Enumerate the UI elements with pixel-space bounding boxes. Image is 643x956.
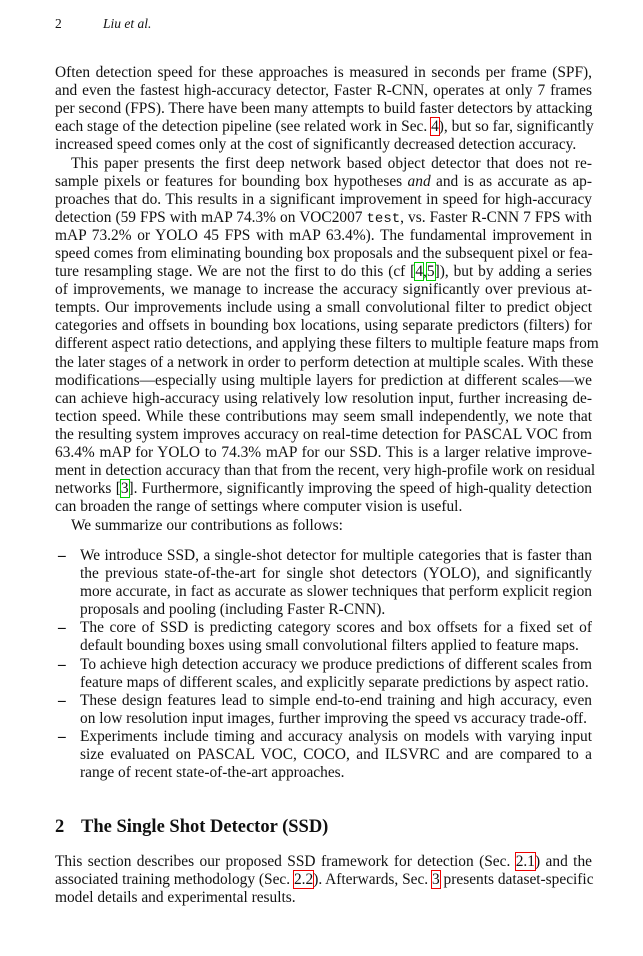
list-item-text <box>80 619 592 655</box>
text-line: can broaden the range of settings where computer vision is useful. <box>55 498 463 516</box>
text-line: ment in detection accuracy than that from the recent, very high-profile work on residual <box>55 462 596 480</box>
section-heading: 2 The Single Shot Detector (SSD) <box>55 817 329 837</box>
section-reference-link[interactable]: 2.2 <box>293 871 314 889</box>
text-line: ture resampling stage. We are not the first to do this (cf [4,5]), but by adding a series <box>55 263 593 281</box>
text-line: mAP 73.2% or YOLO 45 FPS with mAP 63.4%). The fundamental improvement in <box>55 226 592 244</box>
text-line: increased speed comes only at the cost of significantly decreased detection accuracy. <box>55 136 577 154</box>
text-line: These design features lead to simple end-to-end training and high accuracy, even <box>80 691 592 709</box>
bullet-dash: – <box>58 619 66 637</box>
text-line: This paper presents the first deep network based object detector that does not re- <box>71 154 592 172</box>
text-line: sample pixels or features for bounding box hypotheses and and is as accurate as ap- <box>55 172 592 190</box>
text-line: We summarize our contributions as follows: <box>71 516 343 534</box>
text-line: categories and offsets in bounding box locations, using separate predictors (filters) for <box>55 317 592 335</box>
text-line: of improvements, we manage to increase the accuracy significantly over previous at- <box>55 281 592 299</box>
text-line: proposals and pooling (including Faster R-CNN). <box>80 601 386 619</box>
text-line: We introduce SSD, a single-shot detector for multiple categories that is faster than <box>80 547 592 564</box>
text-line: per second (FPS). There have been many attempts to build faster detectors by attacking <box>55 100 593 118</box>
text-line: The core of SSD is predicting category scores and box offsets for a fixed set of <box>80 619 592 637</box>
text-line: size evaluated on PASCAL VOC, COCO, and ILSVRC and are compared to a <box>80 746 592 764</box>
page-number: 2 <box>55 16 62 31</box>
bullet-dash: – <box>58 691 66 709</box>
text-line: detection (59 FPS with mAP 74.3% on VOC2007 test, vs. Faster R-CNN 7 FPS with <box>55 208 592 227</box>
text-line: modifications—especially using multiple layers for prediction at different scales—we <box>55 371 592 389</box>
list-item <box>55 619 592 655</box>
running-header <box>55 16 151 32</box>
emphasis: and <box>407 172 431 190</box>
text-line: Often detection speed for these approaches is measured in seconds per frame (SPF), <box>55 64 592 81</box>
list-item <box>55 547 592 619</box>
text-line: This section describes our proposed SSD framework for detection (Sec. 2.1) and the <box>55 853 592 870</box>
paragraph-section-intro <box>55 853 592 907</box>
text-line: different aspect ratio detections, and applying these filters to multiple feature maps from <box>55 335 599 353</box>
citation-link[interactable]: 3 <box>120 480 129 498</box>
monospace-term: test <box>366 210 401 227</box>
text-line: model details and experimental results. <box>55 889 296 907</box>
text-line: feature maps of different scales, and explicitly separate predictions by aspect ratio. <box>80 673 589 691</box>
contribution-list <box>55 547 592 782</box>
bullet-dash: – <box>58 655 66 673</box>
text-line: more accurate, in fact as accurate as slower techniques that perform explicit region <box>80 583 592 601</box>
section-reference-link[interactable]: 3 <box>432 871 440 889</box>
section-reference-link[interactable]: 2.1 <box>515 853 535 870</box>
text-line: range of recent state-of-the-art approaches. <box>80 764 345 782</box>
list-item <box>55 728 592 782</box>
text-line: the resulting system improves accuracy on real-time detection for PASCAL VOC from <box>55 425 592 443</box>
text-line: proaches that do. This results in a significant improvement in speed for high-accuracy <box>55 190 592 208</box>
bullet-dash: – <box>58 547 66 564</box>
text-line: tection speed. While these contributions may seem small independently, we note that <box>55 407 592 425</box>
list-item-text <box>80 656 592 692</box>
citation-link[interactable]: 5 <box>426 263 435 281</box>
authors: Liu et al. <box>103 16 152 31</box>
text-line: tempts. Our improvements include using a small convolutional filter to predict object <box>55 299 592 317</box>
text-line: and even the fastest high-accuracy detector, Faster R-CNN, operates at only 7 frames <box>55 82 592 100</box>
list-item-text <box>80 692 592 728</box>
text-line: the later stages of a network in order to perform detection at multiple scales. With these <box>55 353 594 371</box>
paragraph-summary <box>55 517 592 535</box>
text-line: Experiments include timing and accuracy analysis on models with varying input <box>80 727 592 745</box>
list-item <box>55 656 592 692</box>
citation-link[interactable]: 4 <box>415 263 424 281</box>
list-item <box>55 692 592 728</box>
text-line: To achieve high detection accuracy we produce predictions of different scales from <box>80 655 592 673</box>
list-item-text <box>80 547 592 619</box>
text-line: associated training methodology (Sec. 2.2). Afterwards, Sec. 3 presents dataset-specific <box>55 871 594 889</box>
paragraph-contribution <box>55 154 599 517</box>
list-item-text <box>80 728 592 782</box>
text-line: on low resolution input images, further improving the speed vs accuracy trade-off. <box>80 709 588 727</box>
text-line: networks [3]. Furthermore, significantly improving the speed of high-quality detection <box>55 480 592 498</box>
bullet-dash: – <box>58 727 66 745</box>
text-line: can achieve high-accuracy using relatively low resolution input, further increasing de- <box>55 389 592 407</box>
text-line: each stage of the detection pipeline (see related work in Sec. 4), but so far, significantly <box>55 118 594 136</box>
text-line: 63.4% mAP for YOLO to 74.3% mAP for our SSD. This is a larger relative improve- <box>55 444 592 461</box>
paragraph-intro <box>55 64 592 154</box>
section-reference-link[interactable]: 4 <box>431 118 439 136</box>
text-line: speed comes from eliminating bounding box proposals and the subsequent pixel or fea- <box>55 244 593 262</box>
text-line: default bounding boxes using small convolutional filters applied to feature maps. <box>80 637 579 655</box>
text-line: the previous state-of-the-art for single shot detectors (YOLO), and significantly <box>80 565 592 583</box>
